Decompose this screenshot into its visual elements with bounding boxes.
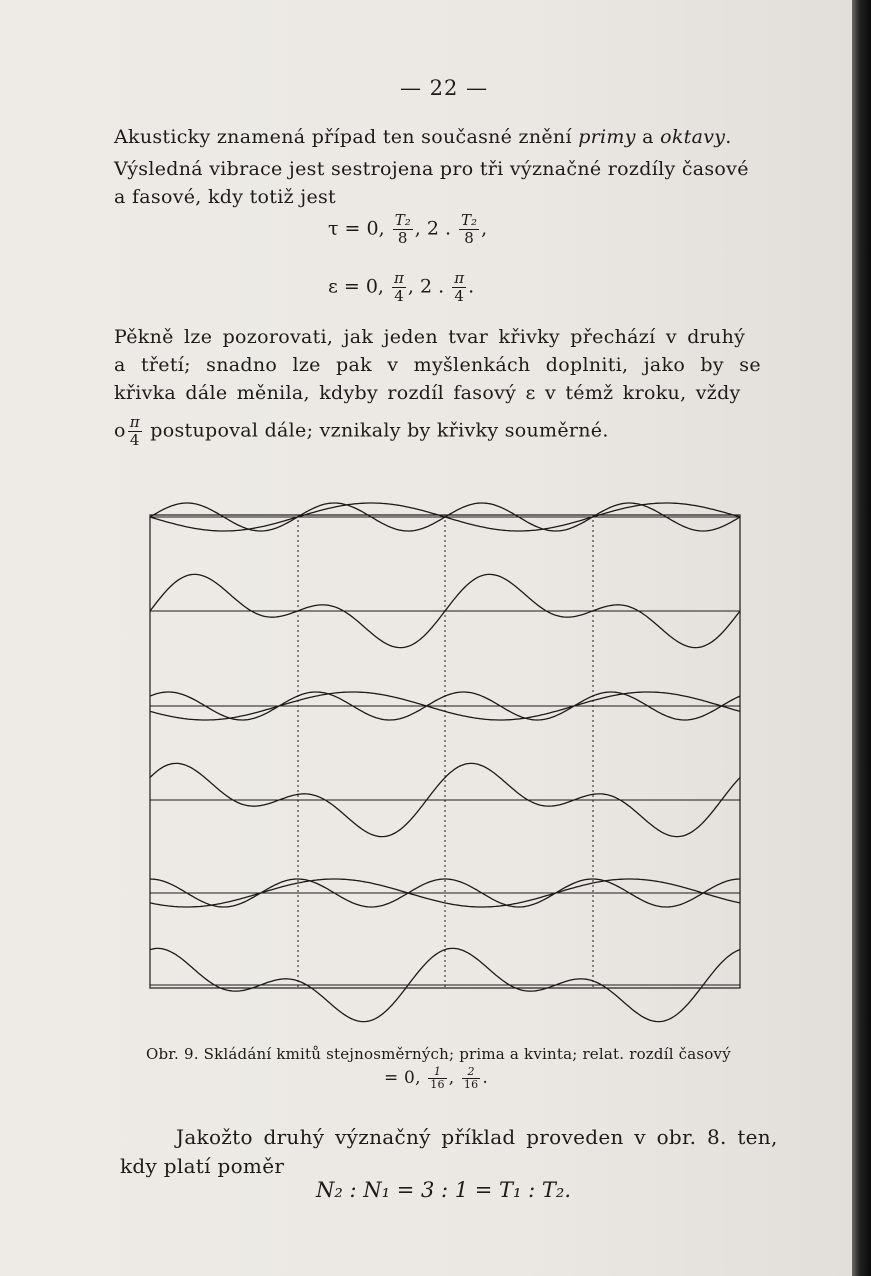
para1-line1-text: Akusticky znamená případ ten současné znění xyxy=(114,126,579,148)
eq-tau-sep2: , xyxy=(481,217,488,240)
caption-frac2-num: 2 xyxy=(462,1066,480,1079)
eq-tau-frac1-num: T₂ xyxy=(394,211,411,229)
eq-tau-frac1-den: 8 xyxy=(397,229,408,247)
eq-eps-coef: 2 . xyxy=(419,275,445,298)
para1-line1-end: . xyxy=(725,126,732,148)
caption-end: . xyxy=(482,1068,488,1088)
figure-caption-line2 xyxy=(384,1066,488,1091)
caption-eq-pre: = 0, xyxy=(384,1068,421,1088)
para2-frac-den: 4 xyxy=(129,431,140,449)
para3-line1: Jakožto druhý význačný příklad proveden v obr. 8. ten, xyxy=(176,1125,778,1149)
eq-eps-frac2-num: π xyxy=(454,269,465,287)
para2-frac-num: π xyxy=(129,413,140,431)
para2-line4-text: postupoval dále; vznikaly by křivky souměrné. xyxy=(150,419,609,442)
caption-sep: , xyxy=(448,1068,455,1088)
eq-tau-frac2-num: T₂ xyxy=(461,211,478,229)
caption-frac1 xyxy=(428,1066,446,1091)
eq-eps-lhs: ε = 0, xyxy=(328,275,384,298)
caption-frac1-num: 1 xyxy=(428,1066,446,1079)
para2-line3: křivka dále měnila, kdyby rozdíl fasový ε v témž kroku, vždy xyxy=(114,382,741,404)
para2-line1: Pěkně lze pozorovati, jak jeden tvar křivky přechází v druhý xyxy=(114,326,746,348)
eq-eps-frac2-den: 4 xyxy=(454,287,464,305)
eq-eps-sep2: . xyxy=(468,275,475,298)
eq-tau-sep1: , xyxy=(414,217,421,240)
book-spine-shadow xyxy=(852,0,871,1276)
para1-line2: Výsledná vibrace jest sestrojena pro tři význačné rozdíly časové xyxy=(114,158,749,180)
eq-tau-frac2-den: 8 xyxy=(464,229,474,247)
figure-frame xyxy=(150,515,740,988)
eq-eps-frac1-den: 4 xyxy=(394,287,404,305)
eq-tau-coef: 2 . xyxy=(426,217,451,240)
eq-eps-sep1: , xyxy=(407,275,414,298)
term-primy: primy xyxy=(578,126,636,148)
eq-tau-lhs: τ = 0, xyxy=(328,217,385,240)
term-oktavy: oktavy xyxy=(660,126,726,148)
page-number: — 22 — xyxy=(400,76,489,100)
figure-caption-line1: Obr. 9. Skládání kmitů stejnosměrných; prima a kvinta; relat. rozdíl časový xyxy=(146,1045,731,1063)
eq-eps-frac1-num: π xyxy=(394,269,404,287)
caption-frac2 xyxy=(462,1066,480,1091)
para3-equation: N₂ : N₁ = 3 : 1 = T₁ : T₂. xyxy=(316,1178,572,1202)
para3-line2: kdy platí poměr xyxy=(120,1154,285,1178)
para1-line3: a fasové, kdy totiž jest xyxy=(114,186,336,208)
caption-frac1-den: 16 xyxy=(430,1078,445,1091)
para2-line4-pre: o xyxy=(114,419,126,442)
para1-line1-mid: a xyxy=(635,126,661,148)
caption-frac2-den: 16 xyxy=(463,1078,479,1091)
para2-line2: a třetí; snadno lze pak v myšlenkách doplniti, jako by se xyxy=(114,354,761,376)
